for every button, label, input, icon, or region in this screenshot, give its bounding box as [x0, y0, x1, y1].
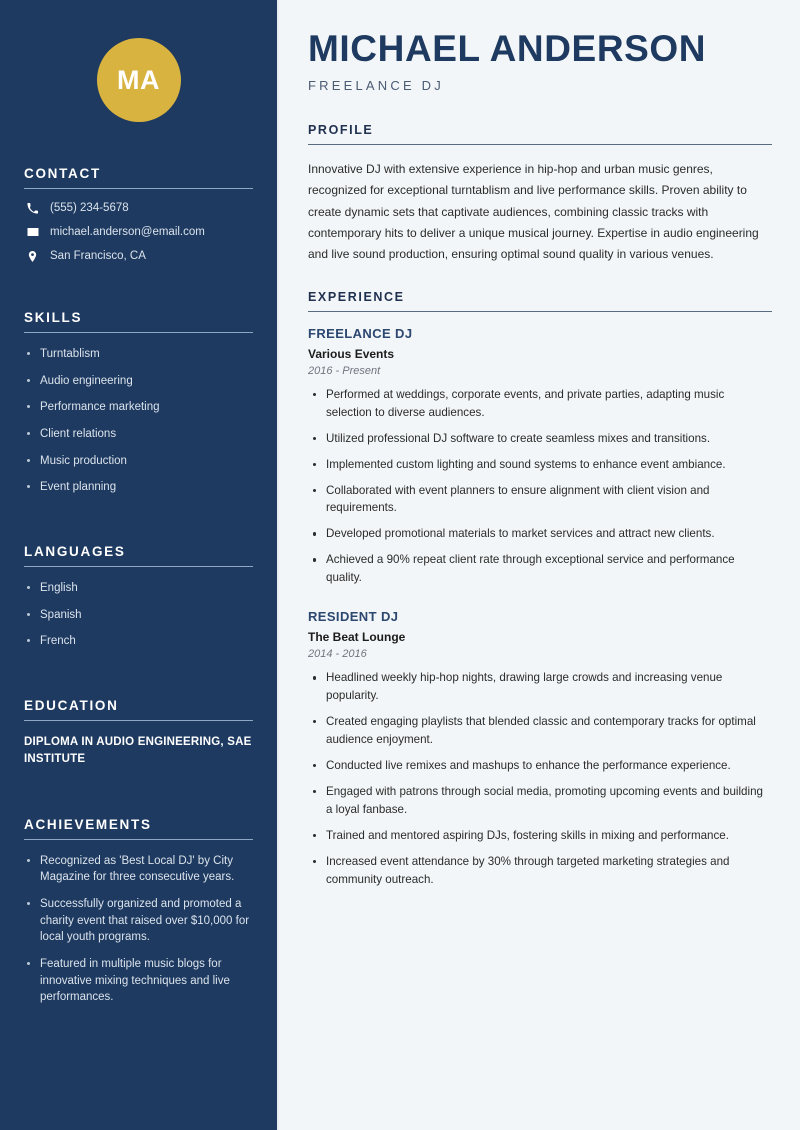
list-item: French [24, 633, 253, 650]
list-item: Successfully organized and promoted a charity event that raised over $10,000 for local youth programs. [24, 896, 253, 946]
achievements-list [24, 853, 253, 1006]
languages-heading: LANGUAGES [24, 544, 126, 560]
contact-list [24, 202, 253, 262]
spacer [24, 795, 253, 817]
education-entry: DIPLOMA IN AUDIO ENGINEERING, SAE INSTITUTE [24, 736, 252, 766]
sidebar-section-contact [24, 166, 253, 262]
skills-list [24, 346, 253, 496]
skills-divider [24, 332, 253, 333]
section-experience [308, 290, 772, 889]
education-heading: EDUCATION [24, 698, 119, 714]
avatar: MA [97, 38, 181, 122]
list-item: Headlined weekly hip-hop nights, drawing large crowds and increasing venue popularity. [308, 669, 772, 705]
contact-heading: CONTACT [24, 166, 101, 181]
list-item: Implemented custom lighting and sound systems to enhance event ambiance. [308, 456, 772, 474]
list-item: Event planning [24, 479, 253, 496]
experience-entry [308, 326, 772, 588]
list-item: Performance marketing [24, 399, 253, 416]
list-item: Client relations [24, 426, 253, 443]
list-item: Trained and mentored aspiring DJs, fostering skills in mixing and performance. [308, 827, 772, 845]
main-content [279, 0, 800, 1130]
list-item: Developed promotional materials to market services and attract new clients. [308, 525, 772, 543]
contact-item-email[interactable] [24, 226, 253, 238]
job-dates: 2014 - 2016 [308, 648, 367, 661]
list-item: Achieved a 90% repeat client rate through exceptional service and performance quality. [308, 551, 772, 587]
list-item: Created engaging playlists that blended classic and contemporary tracks for optimal audience enjoyment. [308, 713, 772, 749]
contact-value-email: michael.anderson@email.com [50, 226, 205, 238]
job-role-subtitle: FREELANCE DJ [308, 77, 444, 93]
sidebar-section-languages [24, 544, 253, 650]
list-item: Collaborated with event planners to ensure alignment with client vision and requirements. [308, 482, 772, 518]
languages-divider [24, 566, 253, 567]
contact-value-location: San Francisco, CA [50, 250, 146, 262]
languages-list [24, 580, 253, 650]
job-bullet-list [308, 386, 772, 588]
phone-icon [24, 203, 41, 214]
list-item: English [24, 580, 253, 597]
skills-heading: SKILLS [24, 310, 83, 325]
list-item: Increased event attendance by 30% through targeted marketing strategies and community outreach. [308, 853, 772, 889]
experience-entry [308, 609, 772, 889]
list-item: Utilized professional DJ software to create seamless mixes and transitions. [308, 430, 772, 448]
profile-divider [308, 144, 772, 145]
job-company: Various Events [308, 346, 395, 361]
contact-item-location[interactable] [24, 250, 253, 262]
list-item: Spanish [24, 607, 253, 624]
list-item: Engaged with patrons through social media, promoting upcoming events and building a loyal fanbase. [308, 783, 772, 819]
page-title: MICHAEL ANDERSON [308, 28, 707, 69]
spacer [24, 676, 253, 698]
contact-divider [24, 188, 253, 189]
list-item: Featured in multiple music blogs for innovative mixing techniques and live performances. [24, 956, 253, 1006]
avatar-container [24, 0, 253, 166]
list-item: Performed at weddings, corporate events, and private parties, adapting music selection to diverse audiences. [308, 386, 772, 422]
profile-heading: PROFILE [308, 122, 374, 137]
email-icon [24, 226, 41, 238]
job-dates: 2016 - Present [308, 364, 381, 377]
list-item: Audio engineering [24, 373, 253, 390]
achievements-divider [24, 839, 253, 840]
sidebar-section-achievements [24, 817, 253, 1006]
list-item: Music production [24, 453, 253, 470]
sidebar-section-education [24, 698, 253, 769]
list-item: Turntablism [24, 346, 253, 363]
job-title: RESIDENT DJ [308, 609, 399, 625]
achievements-heading: ACHIEVEMENTS [24, 816, 152, 832]
spacer [24, 522, 253, 544]
contact-item-phone[interactable] [24, 202, 253, 214]
experience-divider [308, 311, 772, 312]
contact-value-phone: (555) 234-5678 [50, 202, 129, 214]
job-bullet-list [308, 669, 772, 889]
location-icon [24, 251, 41, 262]
sidebar-section-skills [24, 310, 253, 496]
education-divider [24, 720, 253, 721]
job-company: The Beat Lounge [308, 630, 406, 645]
experience-heading: EXPERIENCE [308, 289, 405, 304]
spacer [24, 288, 253, 310]
list-item: Recognized as 'Best Local DJ' by City Magazine for three consecutive years. [24, 853, 253, 886]
section-profile [308, 123, 772, 266]
job-title: FREELANCE DJ [308, 325, 413, 341]
list-item: Conducted live remixes and mashups to enhance the performance experience. [308, 757, 772, 775]
profile-text: Innovative DJ with extensive experience in hip-hop and urban music genres, recognized for exceptional turntablism and live performance skills. Proven ability to create dynamic sets that captivate audiences, combining classic tracks with contemporary hits to deliver a unique musical journey. Expertise in audio engineering and live sound production, ensuring optimal sound quality in various venues. [308, 161, 759, 262]
sidebar [0, 0, 279, 1130]
